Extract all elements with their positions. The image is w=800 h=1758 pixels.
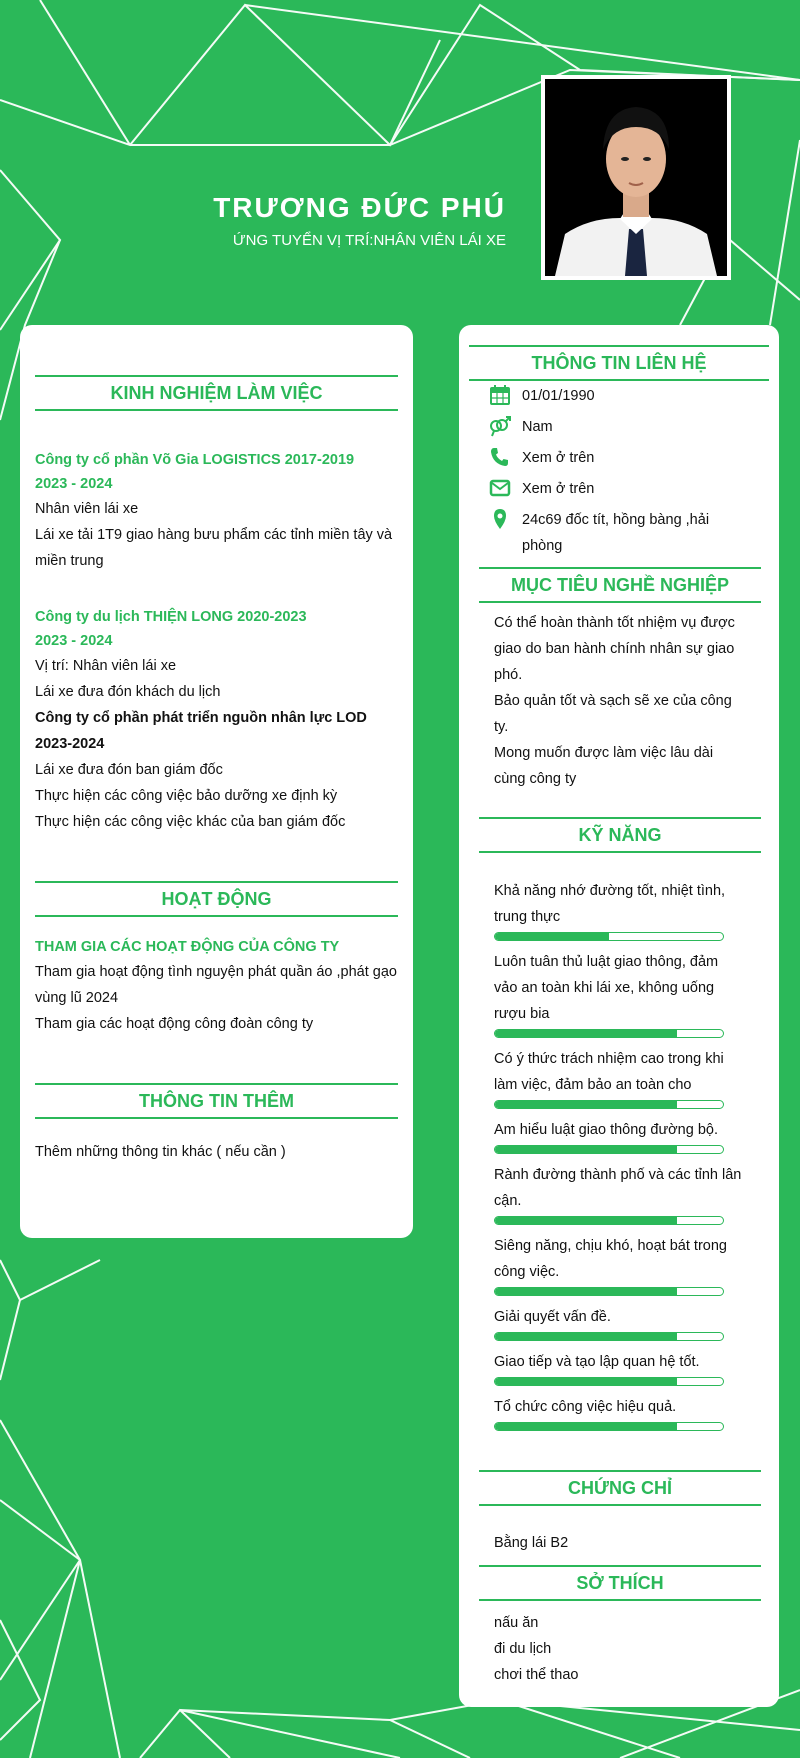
contact-phone: Xem ở trên bbox=[522, 450, 595, 466]
objective-line-2: Bảo quản tốt và sạch sẽ xe của công ty. bbox=[494, 693, 732, 735]
job2-position: Vị trí: Nhân viên lái xe bbox=[35, 658, 177, 674]
skill-level-fill bbox=[495, 1146, 677, 1153]
job3-description-1: Lái xe đưa đón ban giám đốc bbox=[35, 762, 223, 778]
calendar-icon bbox=[488, 383, 512, 407]
skill-item bbox=[494, 1349, 744, 1386]
skill-label: Tổ chức công việc hiệu quả. bbox=[494, 1399, 677, 1415]
right-column-card bbox=[459, 325, 779, 1707]
skill-level-fill bbox=[495, 1101, 677, 1108]
skill-level-bar bbox=[494, 1100, 724, 1109]
job2-company: Công ty du lịch THIỆN LONG 2020-2023 bbox=[35, 609, 307, 625]
skill-label: Giao tiếp và tạo lập quan hệ tốt. bbox=[494, 1354, 700, 1370]
contact-gender-row bbox=[477, 414, 767, 440]
skill-label: Am hiểu luật giao thông đường bộ. bbox=[494, 1122, 718, 1138]
activities-title: HOẠT ĐỘNG bbox=[35, 881, 398, 917]
objective-title: MỤC TIÊU NGHỀ NGHIỆP bbox=[479, 567, 761, 603]
skill-level-fill bbox=[495, 933, 609, 940]
objective-line-1: Có thể hoàn thành tốt nhiệm vụ được giao do ban hành chính nhân sự giao phó. bbox=[494, 615, 735, 683]
activity-item-1: Tham gia hoạt động tình nguyện phát quần áo ,phát gạo vùng lũ 2024 bbox=[35, 964, 397, 1006]
candidate-name: TRƯƠNG ĐỨC PHÚ bbox=[213, 192, 506, 223]
objective-line-3: Mong muốn được làm việc lâu dài cùng công ty bbox=[494, 745, 714, 787]
hobby-item-2: đi du lịch bbox=[494, 1641, 552, 1657]
job2-description: Lái xe đưa đón khách du lịch bbox=[35, 684, 221, 700]
skill-label: Có ý thức trách nhiệm cao trong khi làm việc, đảm bảo an toàn cho bbox=[494, 1051, 724, 1093]
skill-level-bar bbox=[494, 932, 724, 941]
contact-email: Xem ở trên bbox=[522, 481, 595, 497]
skill-level-bar bbox=[494, 1216, 724, 1225]
hobbies-title: SỞ THÍCH bbox=[479, 1565, 761, 1601]
extra-info-title: THÔNG TIN THÊM bbox=[35, 1083, 398, 1119]
skill-level-fill bbox=[495, 1333, 677, 1340]
contact-title: THÔNG TIN LIÊN HỆ bbox=[469, 345, 769, 381]
applied-position: ỨNG TUYỂN VỊ TRÍ:NHÂN VIÊN LÁI XE bbox=[232, 232, 506, 249]
profile-photo-frame bbox=[541, 75, 731, 280]
contact-phone-row bbox=[477, 445, 767, 471]
job3-description-2: Thực hiện các công việc bảo dưỡng xe định kỳ bbox=[35, 788, 338, 804]
skill-item bbox=[494, 1233, 744, 1296]
contact-birthday: 01/01/1990 bbox=[522, 388, 595, 404]
job1-company: Công ty cổ phần Võ Gia LOGISTICS 2017-2019 bbox=[35, 452, 355, 468]
skills-title: KỸ NĂNG bbox=[479, 817, 761, 853]
activity-item-2: Tham gia các hoạt động công đoàn công ty bbox=[35, 1016, 314, 1032]
envelope-icon bbox=[488, 476, 512, 500]
contact-gender: Nam bbox=[522, 419, 553, 435]
skill-item bbox=[494, 1394, 744, 1431]
skill-level-fill bbox=[495, 1378, 677, 1385]
skill-level-fill bbox=[495, 1217, 677, 1224]
contact-address: 24c69 đốc tít, hồng bàng ,hải phòng bbox=[522, 512, 710, 554]
skill-level-bar bbox=[494, 1422, 724, 1431]
job3-description-3: Thực hiện các công việc khác của ban giám đốc bbox=[35, 814, 346, 830]
skill-level-fill bbox=[495, 1423, 677, 1430]
skill-level-fill bbox=[495, 1288, 677, 1295]
skill-level-bar bbox=[494, 1332, 724, 1341]
gender-icon bbox=[488, 414, 512, 438]
skill-level-bar bbox=[494, 1377, 724, 1386]
skill-label: Luôn tuân thủ luật giao thông, đảm vảo an toàn khi lái xe, không uống rượu bia bbox=[494, 954, 719, 1022]
skills-list bbox=[494, 878, 744, 1439]
skill-label: Siêng năng, chịu khó, hoạt bát trong công việc. bbox=[494, 1238, 727, 1280]
left-column-card bbox=[20, 325, 413, 1238]
certificates-title: CHỨNG CHỈ bbox=[479, 1470, 761, 1506]
skill-level-bar bbox=[494, 1287, 724, 1296]
job1-position: Nhân viên lái xe bbox=[35, 501, 139, 517]
certificate-item-1: Bằng lái B2 bbox=[494, 1535, 569, 1551]
contact-birthday-row bbox=[477, 383, 767, 409]
skill-item bbox=[494, 878, 744, 941]
skill-item bbox=[494, 949, 744, 1038]
contact-address-row bbox=[477, 507, 767, 559]
skill-level-fill bbox=[495, 1030, 677, 1037]
skill-item bbox=[494, 1162, 744, 1225]
hobby-item-3: chơi thể thao bbox=[494, 1667, 579, 1683]
experience-title: KINH NGHIỆM LÀM VIỆC bbox=[35, 375, 398, 411]
skill-item bbox=[494, 1117, 744, 1154]
skill-label: Rành đường thành phố và các tỉnh lân cận. bbox=[494, 1167, 742, 1209]
skill-item bbox=[494, 1046, 744, 1109]
contact-email-row bbox=[477, 476, 767, 502]
skill-label: Giải quyết vấn đề. bbox=[494, 1309, 611, 1325]
skill-item bbox=[494, 1304, 744, 1341]
job1-period: 2023 - 2024 bbox=[35, 476, 113, 492]
profile-photo bbox=[545, 79, 727, 276]
job1-description: Lái xe tải 1T9 giao hàng bưu phẩm các tỉnh miền tây và miền trung bbox=[35, 527, 393, 569]
skill-level-bar bbox=[494, 1029, 724, 1038]
map-pin-icon bbox=[488, 507, 512, 531]
phone-icon bbox=[488, 445, 512, 469]
job3-company: Công ty cổ phần phát triển nguồn nhân lực LOD 2023-2024 bbox=[35, 710, 367, 752]
hobby-item-1: nấu ăn bbox=[494, 1615, 539, 1631]
extra-info-text: Thêm những thông tin khác ( nếu cần ) bbox=[35, 1144, 286, 1160]
skill-level-bar bbox=[494, 1145, 724, 1154]
skill-label: Khả năng nhớ đường tốt, nhiệt tình, trung thực bbox=[494, 883, 726, 925]
job2-period: 2023 - 2024 bbox=[35, 633, 113, 649]
activities-subtitle: THAM GIA CÁC HOẠT ĐỘNG CỦA CÔNG TY bbox=[35, 939, 340, 955]
